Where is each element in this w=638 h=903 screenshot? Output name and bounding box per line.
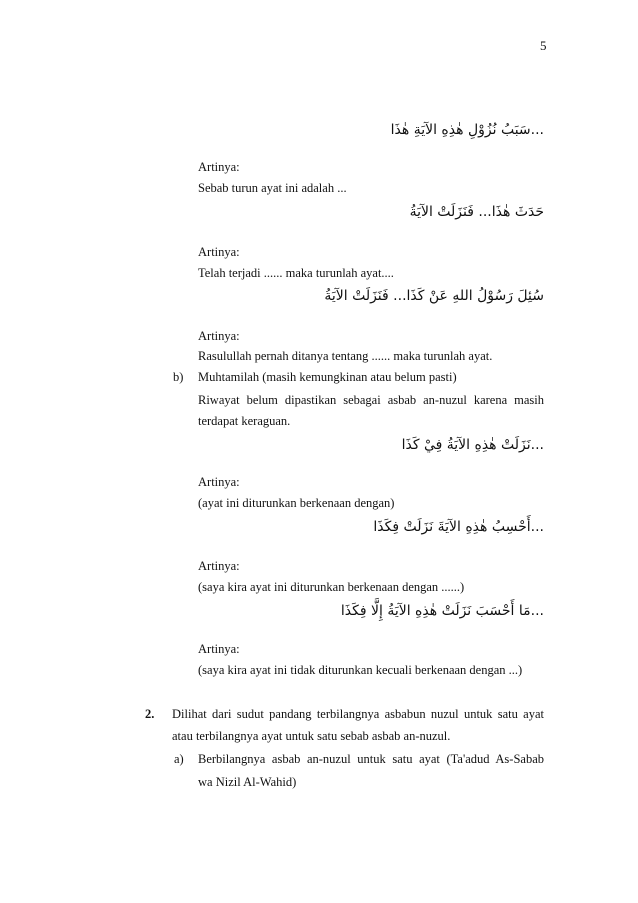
item-b-description: Riwayat belum dipastikan sebagai asbab an-nuzul karena masih	[198, 393, 544, 407]
translation-2: Telah terjadi ...... maka turunlah ayat....	[198, 266, 394, 280]
translation-5: (saya kira ayat ini diturunkan berkenaan dengan ......)	[198, 580, 465, 594]
artinya-label-1: Artinya:	[198, 160, 240, 174]
item-a-title: Berbilangnya asbab an-nuzul untuk satu ayat (Ta'adud As-Sabab	[198, 752, 544, 766]
arabic-text-5: ...أَحْسِبُ هٰذِهِ الآيَةَ نَزَلَتْ فِكَذَا	[373, 519, 544, 535]
arabic-text-2: حَدَثَ هٰذَا... فَنَزَلَتْ الآيَةُ	[409, 204, 544, 220]
artinya-label-2: Artinya:	[198, 245, 240, 259]
artinya-label-4: Artinya:	[198, 475, 240, 489]
artinya-label-5: Artinya:	[198, 559, 240, 573]
item-b-title: Muhtamilah (masih kemungkinan atau belum pasti)	[198, 370, 457, 384]
list-marker-a: a)	[174, 752, 184, 766]
section-2-text: Dilihat dari sudut pandang terbilangnya asbabun nuzul untuk satu ayat	[172, 707, 544, 721]
section-number: 2.	[145, 707, 155, 721]
translation-1: Sebab turun ayat ini adalah ...	[198, 181, 347, 195]
arabic-text-1: ...سَبَبُ نُزُوْلِ هٰذِهِ الآيَةِ هٰذَا	[390, 122, 544, 138]
arabic-text-3: سُئِلَ رَسُوْلُ اللهِ عَنْ كَذَا... فَنَزَلَتْ الآيَةُ	[324, 288, 544, 304]
translation-4: (ayat ini diturunkan berkenaan dengan)	[198, 496, 395, 510]
page-number: 5	[540, 38, 547, 53]
item-a-title-end: wa Nizil Al-Wahid)	[198, 775, 297, 789]
artinya-label-6: Artinya:	[198, 642, 240, 656]
arabic-text-6: ...مَا أَحْسَبَ نَزَلَتْ هٰذِهِ الآيَةُ إِلَّا فِكَذَا	[340, 603, 544, 619]
arabic-text-4: ...نَزَلَتْ هٰذِهِ الآيَةُ فِيْ كَذَا	[401, 437, 544, 453]
item-b-description-end: terdapat keraguan.	[198, 414, 291, 428]
artinya-label-3: Artinya:	[198, 329, 240, 343]
translation-3: Rasulullah pernah ditanya tentang ...... maka turunlah ayat.	[198, 349, 493, 363]
translation-6: (saya kira ayat ini tidak diturunkan kecuali berkenaan dengan ...)	[198, 663, 523, 677]
list-marker-b: b)	[173, 370, 184, 384]
section-2-text-end: atau terbilangnya ayat untuk satu sebab asbab an-nuzul.	[172, 729, 451, 743]
